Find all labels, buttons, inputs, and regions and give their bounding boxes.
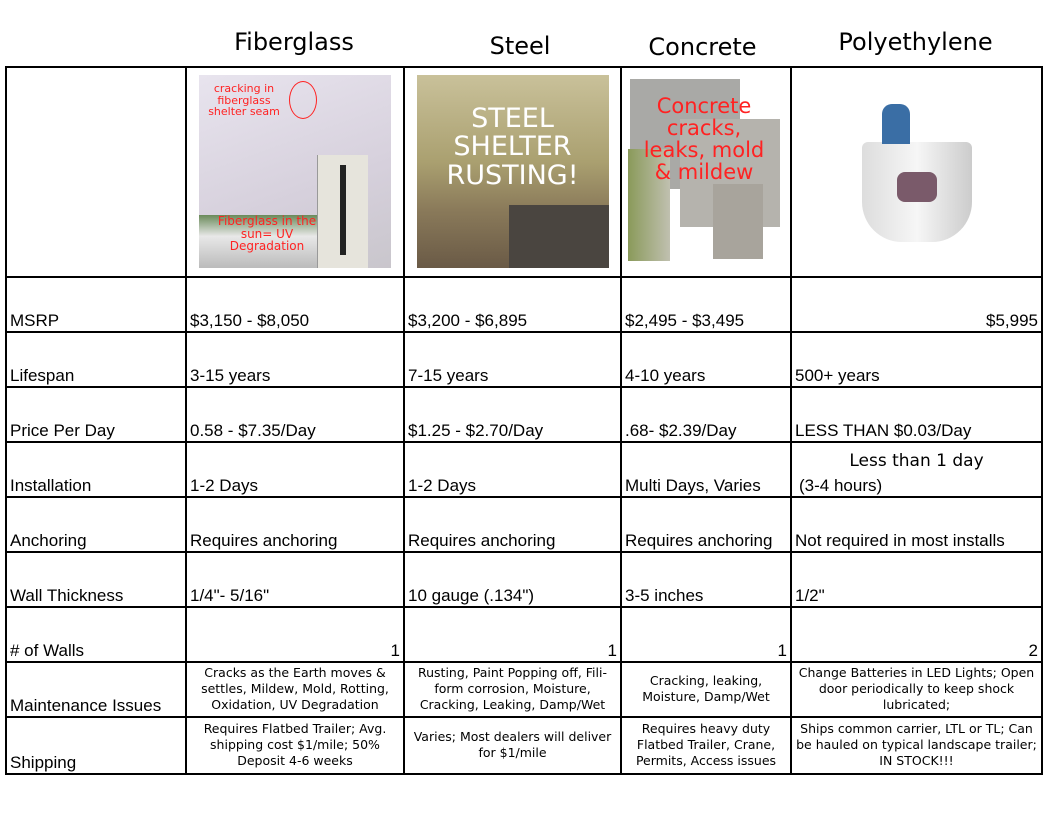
cell: Not required in most installs (791, 497, 1042, 552)
cell: $1.25 - $2.70/Day (404, 387, 621, 442)
cell: 1 (186, 607, 404, 662)
image-row (6, 67, 1042, 277)
steel-image (417, 75, 609, 268)
cell: $5,995 (791, 277, 1042, 332)
cell: 1-2 Days (404, 442, 621, 497)
fiberglass-image-cell (186, 67, 404, 277)
row-label: Anchoring (6, 497, 186, 552)
installation-poly-line1: Less than 1 day (849, 451, 984, 471)
cell: Ships common carrier, LTL or TL; Can be hauled on typical landscape trailer; IN STOCK!!! (791, 717, 1042, 774)
cell: 0.58 - $7.35/Day (186, 387, 404, 442)
installation-poly-line2: (3-4 hours) (799, 476, 883, 495)
row-label: MSRP (6, 277, 186, 332)
col-header-steel: Steel (489, 32, 551, 60)
concrete-image (628, 79, 784, 264)
table-row (6, 332, 1042, 387)
comparison-table (5, 66, 1043, 775)
cell: .68- $2.39/Day (621, 387, 791, 442)
cell: Change Batteries in LED Lights; Open door periodically to keep shock lubricated; (791, 662, 1042, 717)
steel-image-cell (404, 67, 621, 277)
empty-cell (6, 67, 186, 277)
fiberglass-caption-bottom: Fiberglass in the sun= UV Degradation (217, 214, 317, 254)
cell: $3,200 - $6,895 (404, 277, 621, 332)
table-row (6, 662, 1042, 717)
cell: $2,495 - $3,495 (621, 277, 791, 332)
table-row (6, 277, 1042, 332)
cell: 1 (621, 607, 791, 662)
cell: Varies; Most dealers will deliver for $1/mile (404, 717, 621, 774)
table-row (6, 552, 1042, 607)
cell: 3-5 inches (621, 552, 791, 607)
cell: 1/4"- 5/16" (186, 552, 404, 607)
cell: 1 (404, 607, 621, 662)
table-row (6, 442, 1042, 497)
polyethylene-image-cell (791, 67, 1042, 277)
col-header-concrete: Concrete (648, 33, 757, 61)
cell: Rusting, Paint Popping off, Fili-form corrosion, Moisture, Cracking, Leaking, Damp/Wet (404, 662, 621, 717)
cell: Requires anchoring (621, 497, 791, 552)
cell: 500+ years (791, 332, 1042, 387)
row-label: # of Walls (6, 607, 186, 662)
cell: Requires anchoring (404, 497, 621, 552)
cell: Cracking, leaking, Moisture, Damp/Wet (621, 662, 791, 717)
row-label: Price Per Day (6, 387, 186, 442)
cell: 7-15 years (404, 332, 621, 387)
row-label: Maintenance Issues (6, 662, 186, 717)
row-label: Installation (6, 442, 186, 497)
cell: 2 (791, 607, 1042, 662)
col-header-polyethylene: Polyethylene (838, 28, 993, 56)
cell: Multi Days, Varies (621, 442, 791, 497)
row-label: Wall Thickness (6, 552, 186, 607)
concrete-caption: Concrete cracks, leaks, mold & mildew (643, 94, 765, 185)
table-row (6, 717, 1042, 774)
col-header-fiberglass: Fiberglass (234, 28, 354, 56)
cell: 4-10 years (621, 332, 791, 387)
cell: Requires heavy duty Flatbed Trailer, Crane, Permits, Access issues (621, 717, 791, 774)
cell: Requires Flatbed Trailer; Avg. shipping cost $1/mile; 50% Deposit 4-6 weeks (186, 717, 404, 774)
row-label: Shipping (6, 717, 186, 774)
cell: 1/2" (791, 552, 1042, 607)
table-row (6, 497, 1042, 552)
cell (791, 442, 1042, 497)
cell: 10 gauge (.134") (404, 552, 621, 607)
fiberglass-image (199, 75, 391, 268)
fiberglass-caption-top: cracking in fiberglass shelter seam (208, 82, 280, 119)
cell: LESS THAN $0.03/Day (791, 387, 1042, 442)
concrete-image-cell (621, 67, 791, 277)
cell: $3,150 - $8,050 (186, 277, 404, 332)
row-label: Lifespan (6, 332, 186, 387)
steel-caption: STEEL SHELTER RUSTING! (446, 103, 579, 191)
table-row (6, 387, 1042, 442)
cell: Requires anchoring (186, 497, 404, 552)
polyethylene-image (852, 92, 982, 252)
cell: Cracks as the Earth moves & settles, Mildew, Mold, Rotting, Oxidation, UV Degradation (186, 662, 404, 717)
cell: 3-15 years (186, 332, 404, 387)
table-row (6, 607, 1042, 662)
cell: 1-2 Days (186, 442, 404, 497)
